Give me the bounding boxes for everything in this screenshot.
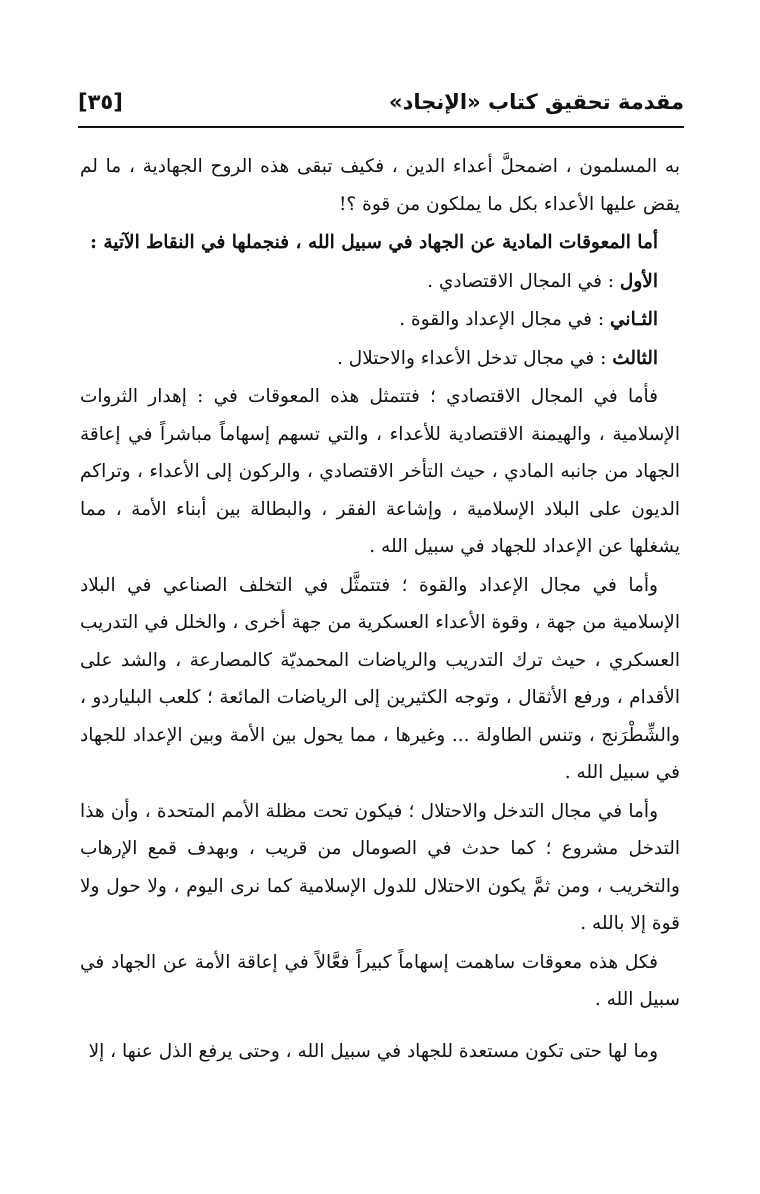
- point-3-label: الثالث: [612, 347, 658, 369]
- point-2-text: : في مجال الإعداد والقوة .: [399, 309, 611, 330]
- paragraph-5: وأما في مجال التدخل والاحتلال ؛ فيكون تحت مظلة الأمم المتحدة ، وأن هذا التدخل مشروع ؛ كما حدث في الصومال من قريب ، وبهدف قمع الإرهاب والتخريب ، ومن ثمَّ يكون الاحتلال للدول الإسلامية كما نرى اليوم ، ولا حول ولا قوة إلا بالله .: [80, 800, 680, 934]
- running-title: مقدمة تحقيق كتاب «الإنجاد»: [389, 90, 684, 114]
- paragraph-3: فأما في المجال الاقتصادي ؛ فتتمثل هذه المعوقات في : إهدار الثروات الإسلامية ، والهيمنة الاقتصادية للأعداء ، والتي تسهم إسهاماً مباشراً في إعاقة الجهاد من جانبه المادي ، حيث التأخر الاقتصادي ، والركون إلى الأعداء ، وتراكم الديون على البلاد الإسلامية ، وإشاعة الفقر ، والبطالة بين أبناء الأمة ، مما يشغلها عن الإعداد للجهاد في سبيل الله .: [80, 386, 680, 557]
- header-rule: [78, 126, 684, 128]
- point-3: [80, 340, 680, 378]
- paragraph-7: وما لها حتى تكون مستعدة للجهاد في سبيل الله ، وحتى يرفع الذل عنها ، إلا: [88, 1040, 658, 1062]
- point-2-label: الثـاني: [610, 309, 658, 330]
- point-2: [80, 301, 680, 339]
- page-header: [78, 84, 684, 120]
- page-number: [٣٥]: [78, 90, 123, 114]
- body-text: [80, 148, 680, 1070]
- paragraph-4: وأما في مجال الإعداد والقوة ؛ فتتمثَّل في التخلف الصناعي في البلاد الإسلامية من جهة ، وقوة الأعداء العسكرية من جهة أخرى ، والخلل في التدريب العسكري ، حيث ترك التدريب والرياضات المحمديّة كالمصارعة ، والشد على الأقدام ، ورفع الأثقال ، وتوجه الكثيرين إلى الرياضات المائعة ؛ كلعب البلياردو ، والشِّطْرَنج ، وتنس الطاولة ... وغيرها ، مما يحول بين الأمة وبين الإعداد للجهاد في سبيل الله .: [80, 574, 680, 783]
- paragraph-6: فكل هذه معوقات ساهمت إسهاماً كبيراً فعَّالاً في إعاقة الأمة عن الجهاد في سبيل الله .: [80, 951, 680, 1010]
- point-1: [80, 263, 680, 301]
- point-1-label: الأول: [619, 270, 658, 292]
- paragraph-1: به المسلمون ، اضمحلَّ أعداء الدين ، فكيف تبقى هذه الروح الجهادية ، ما لم يقض عليها الأعداء بكل ما يملكون من قوة ؟!: [80, 156, 680, 215]
- point-3-text: : في مجال تدخل الأعداء والاحتلال .: [337, 347, 613, 369]
- paragraph-2-heading: أما المعوقات المادية عن الجهاد في سبيل الله ، فنجملها في النقاط الآتية :: [90, 232, 658, 253]
- point-1-text: : في المجال الاقتصادي .: [427, 270, 620, 292]
